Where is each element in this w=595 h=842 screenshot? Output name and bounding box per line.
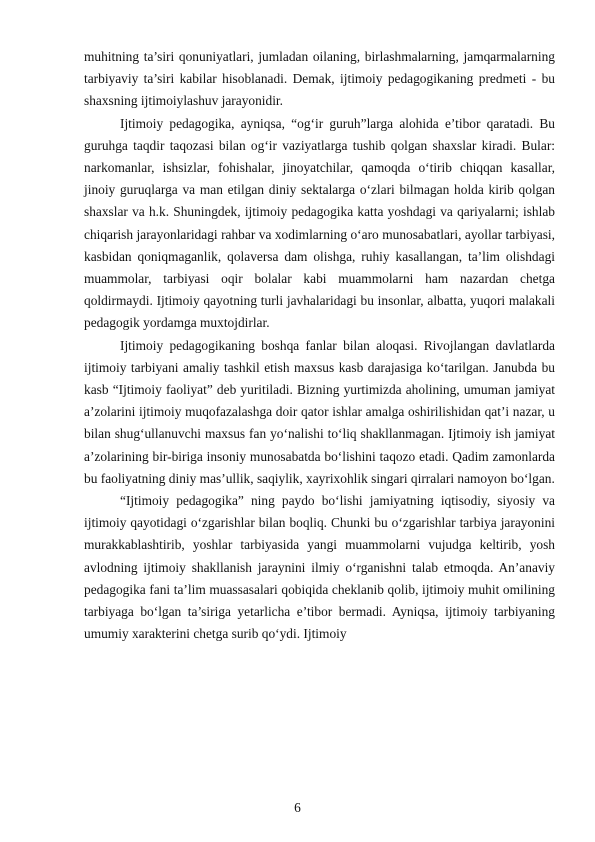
- paragraph-3: Ijtimoiy pedagogikaning boshqa fanlar bilan aloqasi. Rivojlangan davlatlarda ijtimoiy tarbiyani amaliy tashkil etish maxsus kasb darajasiga ko‘tarilgan. Janubda bu kasb “Ijtimoiy faoliyat” deb yuritiladi. Bizning yurtimizda aholining, umuman jamiyat a’zolarini ijtimoiy muqofazalashga doir qator ishlar amalga oshirilishidan qat’i nazar, u bilan shug‘ullanuvchi maxsus fan yo‘nalishi to‘liq shakllanmagan. Ijtimoiy ish jamiyat a’zolarining bir-biriga insoniy munosabatda bo‘lishini taqozo etadi. Qadim zamonlarda bu faoliyatning diniy mas’ullik, saqiylik, xayrixohlik singari qirralari namoyon bo‘lgan.: [84, 337, 555, 486]
- page-number: 6: [294, 800, 301, 815]
- paragraph-1: muhitning ta’siri qonuniyatlari, jumladan oilaning, birlashmalarning, jamqarmalarning tarbiyaviy ta’siri kabilar hisoblanadi. Demak, ijtimoiy pedagogikaning predmeti - bu shaxsning ijtimoiylashuv jarayonidir.: [84, 49, 555, 109]
- document-page: [84, 46, 555, 645]
- paragraph-4: “Ijtimoiy pedagogika” ning paydo bo‘lishi jamiyatning iqtisodiy, siyosiy va ijtimoiy qayotidagi o‘zgarishlar bilan boqliq. Chunki bu o‘zgarishlar tarbiya jarayonini murakkablashtirib, yoshlar tarbiyasida yangi muammolarni vujudga keltirib, yosh avlodning ijtimoiy shakllanish jaraynini ilmiy o‘rganishni talab etmoqda. An’anaviy pedagogika fani ta’lim muassasalari qobiqida cheklanib qolib, ijtimoiy muhit omilining tarbiyaga bo‘lgan ta’siriga yetarlicha e’tibor bermadi. Ayniqsa, ijtimoiy tarbiyaning umumiy xarakterini chetga surib qo‘ydi. Ijtimoiy: [84, 493, 555, 642]
- paragraph-2: Ijtimoiy pedagogika, ayniqsa, “og‘ir guruh”larga alohida e’tibor qaratadi. Bu guruhga taqdir taqozasi bilan og‘ir vaziyatlarga tushib qolgan shaxslar kiradi. Bular: narkomanlar, ishsizlar, fohishalar, jinoyatchilar, qamoqda o‘tirib chiqqan kasallar, jinoiy guruqlarga va man etilgan diniy sektalarga o‘zlari bilmagan holda kirib qolgan shaxslar va h.k. Shuningdek, ijtimoiy pedagogika katta yoshdagi va qariyalarni; ishlab chiqarish jarayonlaridagi rahbar va xodimlarning o‘aro munosabatlari, ayollar tarbiyasi, kasbidan qoniqmaganlik, qolaversa dam olishga, ruhiy kasallangan, ta’lim olishdagi muammolar, tarbiyasi oqir bolalar kabi muammolarni ham nazardan chetga qoldirmaydi. Ijtimoiy qayotning turli javhalaridagi bu insonlar, albatta, yuqori malakali pedagogik yordamga muxtojdirlar.: [84, 115, 555, 331]
